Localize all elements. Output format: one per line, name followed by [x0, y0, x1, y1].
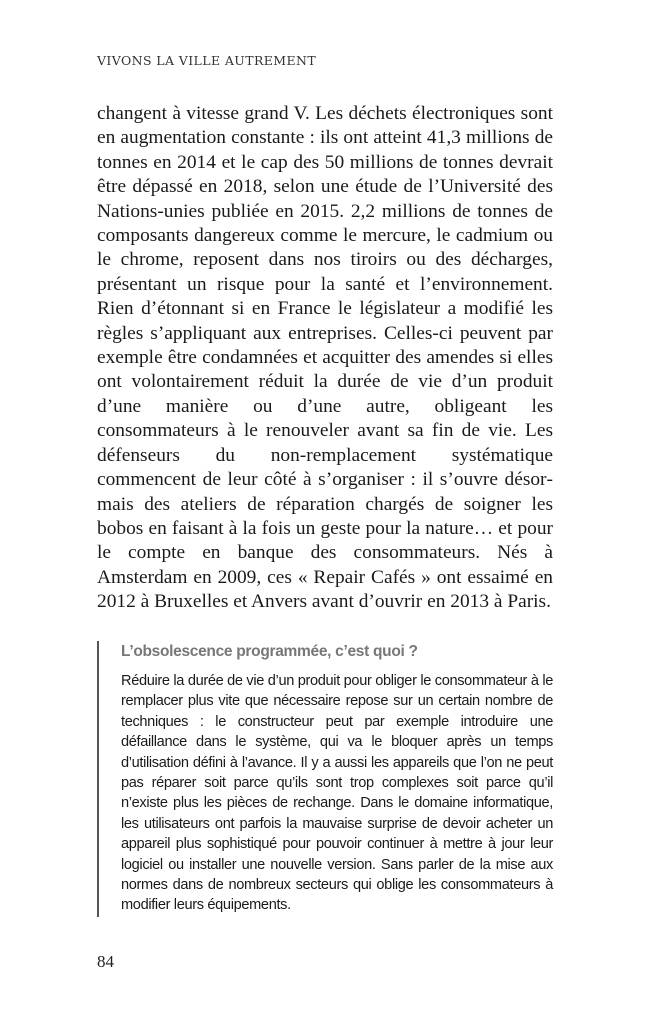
page-number: 84 — [97, 952, 114, 971]
sidebar-box — [97, 641, 553, 917]
body-paragraph: changent à vitesse grand V. Les déchets électroniques sont en augmentation constante : ils ont atteint 41,3 millions de tonnes en 2014 et le cap des 50 millions de tonnes devrait être dépassé en 2018, selon une étude de l’Université des Nations-unies publiée en 2015. 2,2 millions de tonnes de composants dangereux comme le mercure, le cadmium ou le chrome, reposent dans nos tiroirs ou des décharges, présentant un risque pour la santé et l’environnement. Rien d’étonnant si en France le législateur a modifié les règles s’appliquant aux entreprises. Celles-ci peuvent par exemple être condamnées et acquitter des amendes si elles ont volontairement réduit la durée de vie d’un produit d’une manière ou d’une autre, obligeant les consommateurs à le renouveler avant sa fin de vie. Les défenseurs du non-remplacement systématique commencent de leur côté à s’organiser : il s’ouvre désormais des ateliers de réparation chargés de soigner les bobos en faisant à la fois un geste pour la nature… et pour le compte en banque des consommateurs. Nés à Amsterdam en 2009, ces « Repair Cafés » ont essaimé en 2012 à Bruxelles et Anvers avant d’ouvrir en 2013 à Paris. — [97, 103, 553, 613]
sidebar-text: Réduire la durée de vie d’un produit pour obliger le consommateur à le remplacer plus vite que nécessaire repose sur un certain nombre de techniques : le constructeur peut par exemple introduire une défaillance dans le système, qui va le bloquer après un temps d’utilisation défini à l’avance. Il y a aussi les appareils que l’on ne peut pas réparer soit parce qu’ils sont trop complexes soit parce qu’il n’existe plus les pièces de rechange. Dans le domaine informatique, les utilisateurs ont parfois la mauvaise surprise de devoir acheter un appareil plus sophistiqué pour pouvoir continuer à mettre à jour leur logiciel ou installer une nouvelle version. Sans parler de la mise aux normes dans de nombreux secteurs qui oblige les consommateurs à modifier leurs équipements. — [121, 673, 553, 914]
running-header: VIVONS LA VILLE AUTREMENT — [97, 53, 317, 68]
sidebar-title: L’obsolescence programmée, c’est quoi ? — [121, 643, 418, 660]
